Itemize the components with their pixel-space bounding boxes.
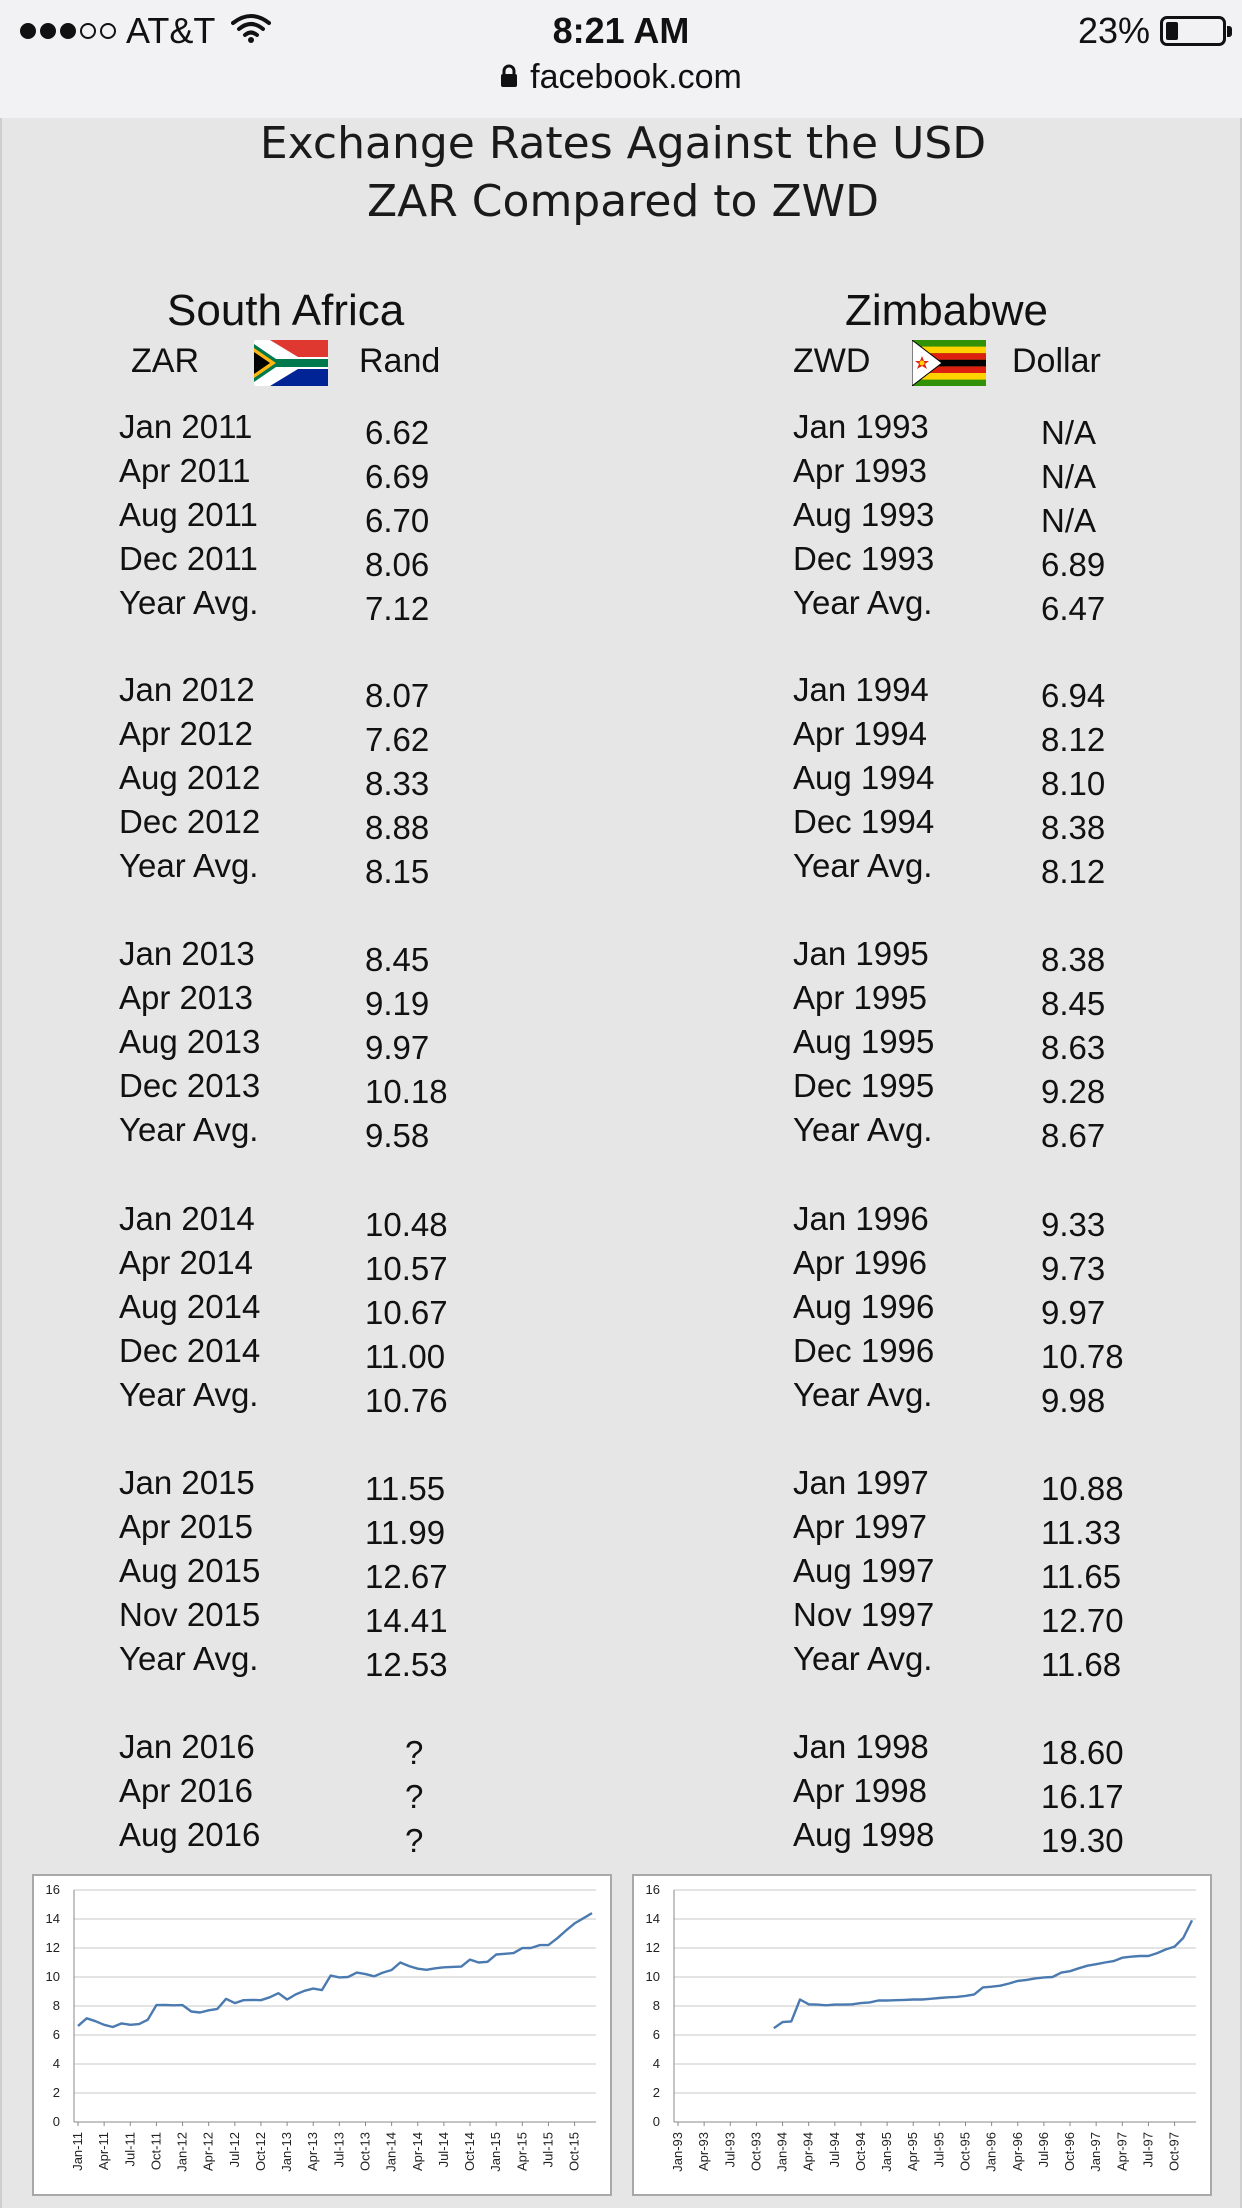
zar-rate-value: 8.33 [365,765,430,802]
zar-period-label: Aug 2016 [119,1816,261,1853]
zar-rate-value: 10.57 [365,1250,448,1287]
zwd-rate-value: 8.67 [1041,1117,1106,1154]
zwd-rate-value: 8.10 [1041,765,1106,802]
x-tick-label: Oct-11 [148,2132,164,2171]
zwd-period-label: Jan 1997 [793,1464,929,1501]
y-tick-label: 0 [52,2114,60,2129]
x-tick-label: Oct-94 [852,2132,868,2172]
zar-period-label: Aug 2012 [119,759,261,796]
x-tick-label: Jan-11 [70,2132,85,2171]
x-tick-label: Jan-13 [279,2132,295,2172]
country-south-africa: South Africa [167,286,405,335]
x-tick-label: Jan-94 [774,2132,790,2172]
zar-rate-value: 10.67 [365,1294,448,1331]
zwd-period-label: Aug 1995 [793,1023,935,1060]
y-tick-label: 2 [652,2085,660,2100]
zwd-rate-value: 8.38 [1041,809,1106,846]
x-tick-label: Jul-12 [226,2132,242,2168]
battery-level-fill [1166,22,1178,40]
zwd-period-label: Aug 1996 [793,1288,935,1325]
zwd-rate-value: 10.88 [1041,1470,1124,1507]
zwd-rate-value: 8.45 [1041,985,1106,1022]
x-tick-label: Jan-15 [488,2132,504,2172]
x-tick-label: Oct-95 [957,2132,973,2172]
zwd-rate-value: 8.12 [1041,721,1106,758]
zar-rate-value: 6.70 [365,502,430,539]
x-tick-label: Apr-13 [305,2132,321,2172]
zar-period-label: Jan 2016 [119,1728,255,1765]
zwd-period-label: Jan 1994 [793,671,929,708]
x-tick-label: Jul-94 [826,2132,842,2168]
zwd-rate-value: 11.33 [1041,1514,1122,1551]
x-tick-label: Oct-12 [252,2132,268,2172]
x-tick-label: Jan-14 [383,2132,399,2172]
x-tick-label: Oct-93 [748,2132,764,2172]
zar-period-label: Apr 2014 [119,1244,253,1281]
x-tick-label: Jan-95 [879,2132,895,2172]
zwd-rate-value: N/A [1041,414,1097,451]
x-tick-label: Oct-97 [1166,2132,1182,2172]
zar-rate-chart [32,1874,612,2196]
zwd-period-label: Aug 1993 [793,496,935,533]
zar-rate-value: 8.45 [365,941,430,978]
zwd-rate-value: 19.30 [1041,1822,1124,1859]
zar-period-label: Jan 2014 [119,1200,255,1237]
zar-period-label: Aug 2013 [119,1023,261,1060]
zwd-rate-value: 9.98 [1041,1382,1106,1419]
zwd-period-label: Dec 1995 [793,1067,935,1104]
series-line [774,1920,1192,2028]
y-tick-label: 12 [45,1940,60,1955]
zar-period-label: Dec 2014 [119,1332,261,1369]
zar-period-label: Apr 2012 [119,715,253,752]
zimbabwe-flag-icon [912,340,986,391]
zwd-line-chart [634,1876,1210,2194]
x-tick-label: Apr-15 [514,2132,530,2172]
x-tick-label: Oct-96 [1062,2132,1078,2172]
battery-icon [1160,16,1226,46]
zar-period-label: Jan 2012 [119,671,255,708]
zwd-rate-value: 11.68 [1041,1646,1122,1683]
x-tick-label: Jul-96 [1035,2132,1051,2168]
zwd-period-label: Dec 1996 [793,1332,935,1369]
x-tick-label: Jul-95 [931,2132,947,2168]
zwd-rate-value: 9.73 [1041,1250,1106,1287]
zwd-rate-value: N/A [1041,458,1097,495]
zar-period-label: Nov 2015 [119,1596,261,1633]
zwd-period-label: Dec 1993 [793,540,935,577]
zwd-rate-value: 6.94 [1041,677,1106,714]
currency-code-zar: ZAR [131,342,199,380]
zwd-rate-value: 6.89 [1041,546,1106,583]
country-zimbabwe: Zimbabwe [845,286,1048,335]
zar-rate-value: 8.88 [365,809,430,846]
series-line [78,1913,592,2027]
zar-rate-value: 10.48 [365,1206,448,1243]
zar-rate-value: 8.06 [365,546,430,583]
zar-rate-value: 7.12 [365,590,430,627]
zar-period-label: Year Avg. [119,584,259,621]
zwd-period-label: Year Avg. [793,1376,933,1413]
zar-rate-value: 12.53 [365,1646,448,1683]
x-tick-label: Jul-97 [1140,2132,1156,2168]
x-tick-label: Jan-96 [983,2132,999,2172]
zar-rate-value: 11.55 [365,1470,446,1507]
zwd-period-label: Aug 1998 [793,1816,935,1853]
zwd-period-label: Jan 1996 [793,1200,929,1237]
x-tick-label: Jul-15 [540,2132,556,2168]
y-tick-label: 8 [652,1998,660,2013]
zar-period-label: Dec 2013 [119,1067,261,1104]
zar-rate-value: 11.99 [365,1514,446,1551]
x-tick-label: Apr-96 [1009,2132,1025,2172]
zwd-period-label: Jan 1998 [793,1728,929,1765]
x-tick-label: Jan-12 [174,2132,190,2172]
x-tick-label: Jan-97 [1088,2132,1104,2172]
zwd-rate-value: 8.38 [1041,941,1106,978]
x-tick-label: Apr-94 [800,2132,816,2172]
clock: 8:21 AM [552,10,690,51]
zar-rate-value: 7.62 [365,721,430,758]
y-tick-label: 6 [52,2027,60,2042]
zar-rate-value: 9.58 [365,1117,430,1154]
zar-period-label: Jan 2011 [119,408,253,445]
carrier-name: AT&T [126,10,216,51]
zwd-rate-value: 9.97 [1041,1294,1106,1331]
zar-rate-value: ? [405,1734,424,1771]
x-tick-label: Oct-14 [462,2132,478,2172]
currency-name-rand: Rand [359,342,441,380]
x-tick-label: Jul-93 [722,2132,738,2168]
battery-status [1078,10,1226,52]
post-image [0,118,1242,2208]
y-tick-label: 16 [645,1882,660,1897]
currency-name-dollar: Dollar [1012,342,1101,380]
x-tick-label: Jul-11 [122,2132,138,2167]
zwd-rate-value: 18.60 [1041,1734,1124,1771]
zar-period-label: Apr 2013 [119,979,253,1016]
zwd-rate-value: 9.33 [1041,1206,1106,1243]
y-tick-label: 6 [652,2027,660,2042]
zwd-period-label: Apr 1995 [793,979,927,1016]
zwd-period-label: Aug 1994 [793,759,935,796]
x-tick-label: Apr-14 [409,2132,425,2172]
y-tick-label: 12 [645,1940,660,1955]
zar-line-chart [34,1876,610,2194]
zar-period-label: Aug 2015 [119,1552,261,1589]
zwd-rate-value: 16.17 [1041,1778,1124,1815]
x-tick-label: Apr-95 [905,2132,921,2172]
zwd-period-label: Jan 1995 [793,935,929,972]
zar-period-label: Apr 2011 [119,452,251,489]
x-tick-label: Apr-97 [1114,2132,1130,2172]
zwd-rate-value: 8.63 [1041,1029,1106,1066]
battery-percent: 23% [1077,10,1150,51]
zwd-period-label: Apr 1998 [793,1772,927,1809]
zwd-rate-value: 6.47 [1041,590,1106,627]
zar-period-label: Jan 2015 [119,1464,255,1501]
currency-code-zwd: ZWD [793,342,871,380]
page-title: Exchange Rates Against the USD [259,118,987,169]
zar-rate-value: 6.69 [365,458,430,495]
x-tick-label: Jul-13 [331,2132,347,2168]
x-tick-label: Apr-12 [200,2132,216,2172]
zar-rate-value: 12.67 [365,1558,448,1595]
zwd-period-label: Aug 1997 [793,1552,935,1589]
zwd-period-label: Year Avg. [793,1640,933,1677]
zwd-rate-value: 12.70 [1041,1602,1124,1639]
zwd-period-label: Apr 1997 [793,1508,927,1545]
zar-rate-value: 6.62 [365,414,430,451]
zar-period-label: Aug 2011 [119,496,258,533]
zar-period-label: Year Avg. [119,1640,259,1677]
zwd-period-label: Apr 1993 [793,452,927,489]
lock-icon [500,58,518,97]
y-tick-label: 14 [45,1911,60,1926]
zar-rate-value: ? [405,1778,424,1815]
zwd-period-label: Jan 1993 [793,408,929,445]
y-tick-label: 10 [645,1969,660,1984]
x-tick-label: Oct-13 [357,2132,373,2172]
zar-period-label: Apr 2015 [119,1508,253,1545]
x-tick-label: Apr-93 [696,2132,712,2172]
y-tick-label: 4 [52,2056,60,2071]
zar-period-label: Apr 2016 [119,1772,253,1809]
zar-period-label: Year Avg. [119,1376,259,1413]
url-domain: facebook.com [530,58,742,96]
zwd-rate-value: N/A [1041,502,1097,539]
page-subtitle: ZAR Compared to ZWD [367,176,879,227]
x-tick-label: Oct-15 [566,2132,582,2172]
zwd-period-label: Nov 1997 [793,1596,935,1633]
y-tick-label: 16 [45,1882,60,1897]
y-tick-label: 4 [652,2056,660,2071]
x-tick-label: Jan-93 [670,2132,685,2172]
y-tick-label: 0 [652,2114,660,2129]
zwd-period-label: Year Avg. [793,1111,933,1148]
zar-rate-value: 9.97 [365,1029,430,1066]
zar-rate-value: 10.18 [365,1073,448,1110]
zar-rate-value: 11.00 [365,1338,446,1375]
zwd-rate-chart [632,1874,1212,2196]
zar-period-label: Jan 2013 [119,935,255,972]
zar-period-label: Aug 2014 [119,1288,261,1325]
zwd-period-label: Apr 1994 [793,715,927,752]
zar-rate-value: 10.76 [365,1382,448,1419]
zwd-period-label: Dec 1994 [793,803,935,840]
x-tick-label: Jul-14 [435,2132,451,2168]
zwd-period-label: Year Avg. [793,584,933,621]
zwd-rate-value: 9.28 [1041,1073,1106,1110]
zar-rate-value: 9.19 [365,985,430,1022]
zar-rate-value: 8.15 [365,853,430,890]
zar-period-label: Year Avg. [119,1111,259,1148]
y-tick-label: 14 [645,1911,660,1926]
address-bar[interactable] [0,58,1242,97]
zwd-rate-value: 11.65 [1041,1558,1122,1595]
zwd-rate-value: 10.78 [1041,1338,1124,1375]
south-africa-flag-icon [254,340,328,391]
zar-period-label: Year Avg. [119,847,259,884]
zwd-period-label: Year Avg. [793,847,933,884]
zar-period-label: Dec 2012 [119,803,261,840]
y-tick-label: 2 [52,2085,60,2100]
y-tick-label: 10 [45,1969,60,1984]
y-tick-label: 8 [52,1998,60,2013]
zar-period-label: Dec 2011 [119,540,258,577]
zwd-rate-value: 8.12 [1041,853,1106,890]
zar-rate-value: 8.07 [365,677,430,714]
x-tick-label: Apr-11 [96,2132,112,2171]
zwd-period-label: Apr 1996 [793,1244,927,1281]
browser-status-bar [0,0,1242,119]
zar-rate-value: 14.41 [365,1602,448,1639]
zar-rate-value: ? [405,1822,424,1859]
